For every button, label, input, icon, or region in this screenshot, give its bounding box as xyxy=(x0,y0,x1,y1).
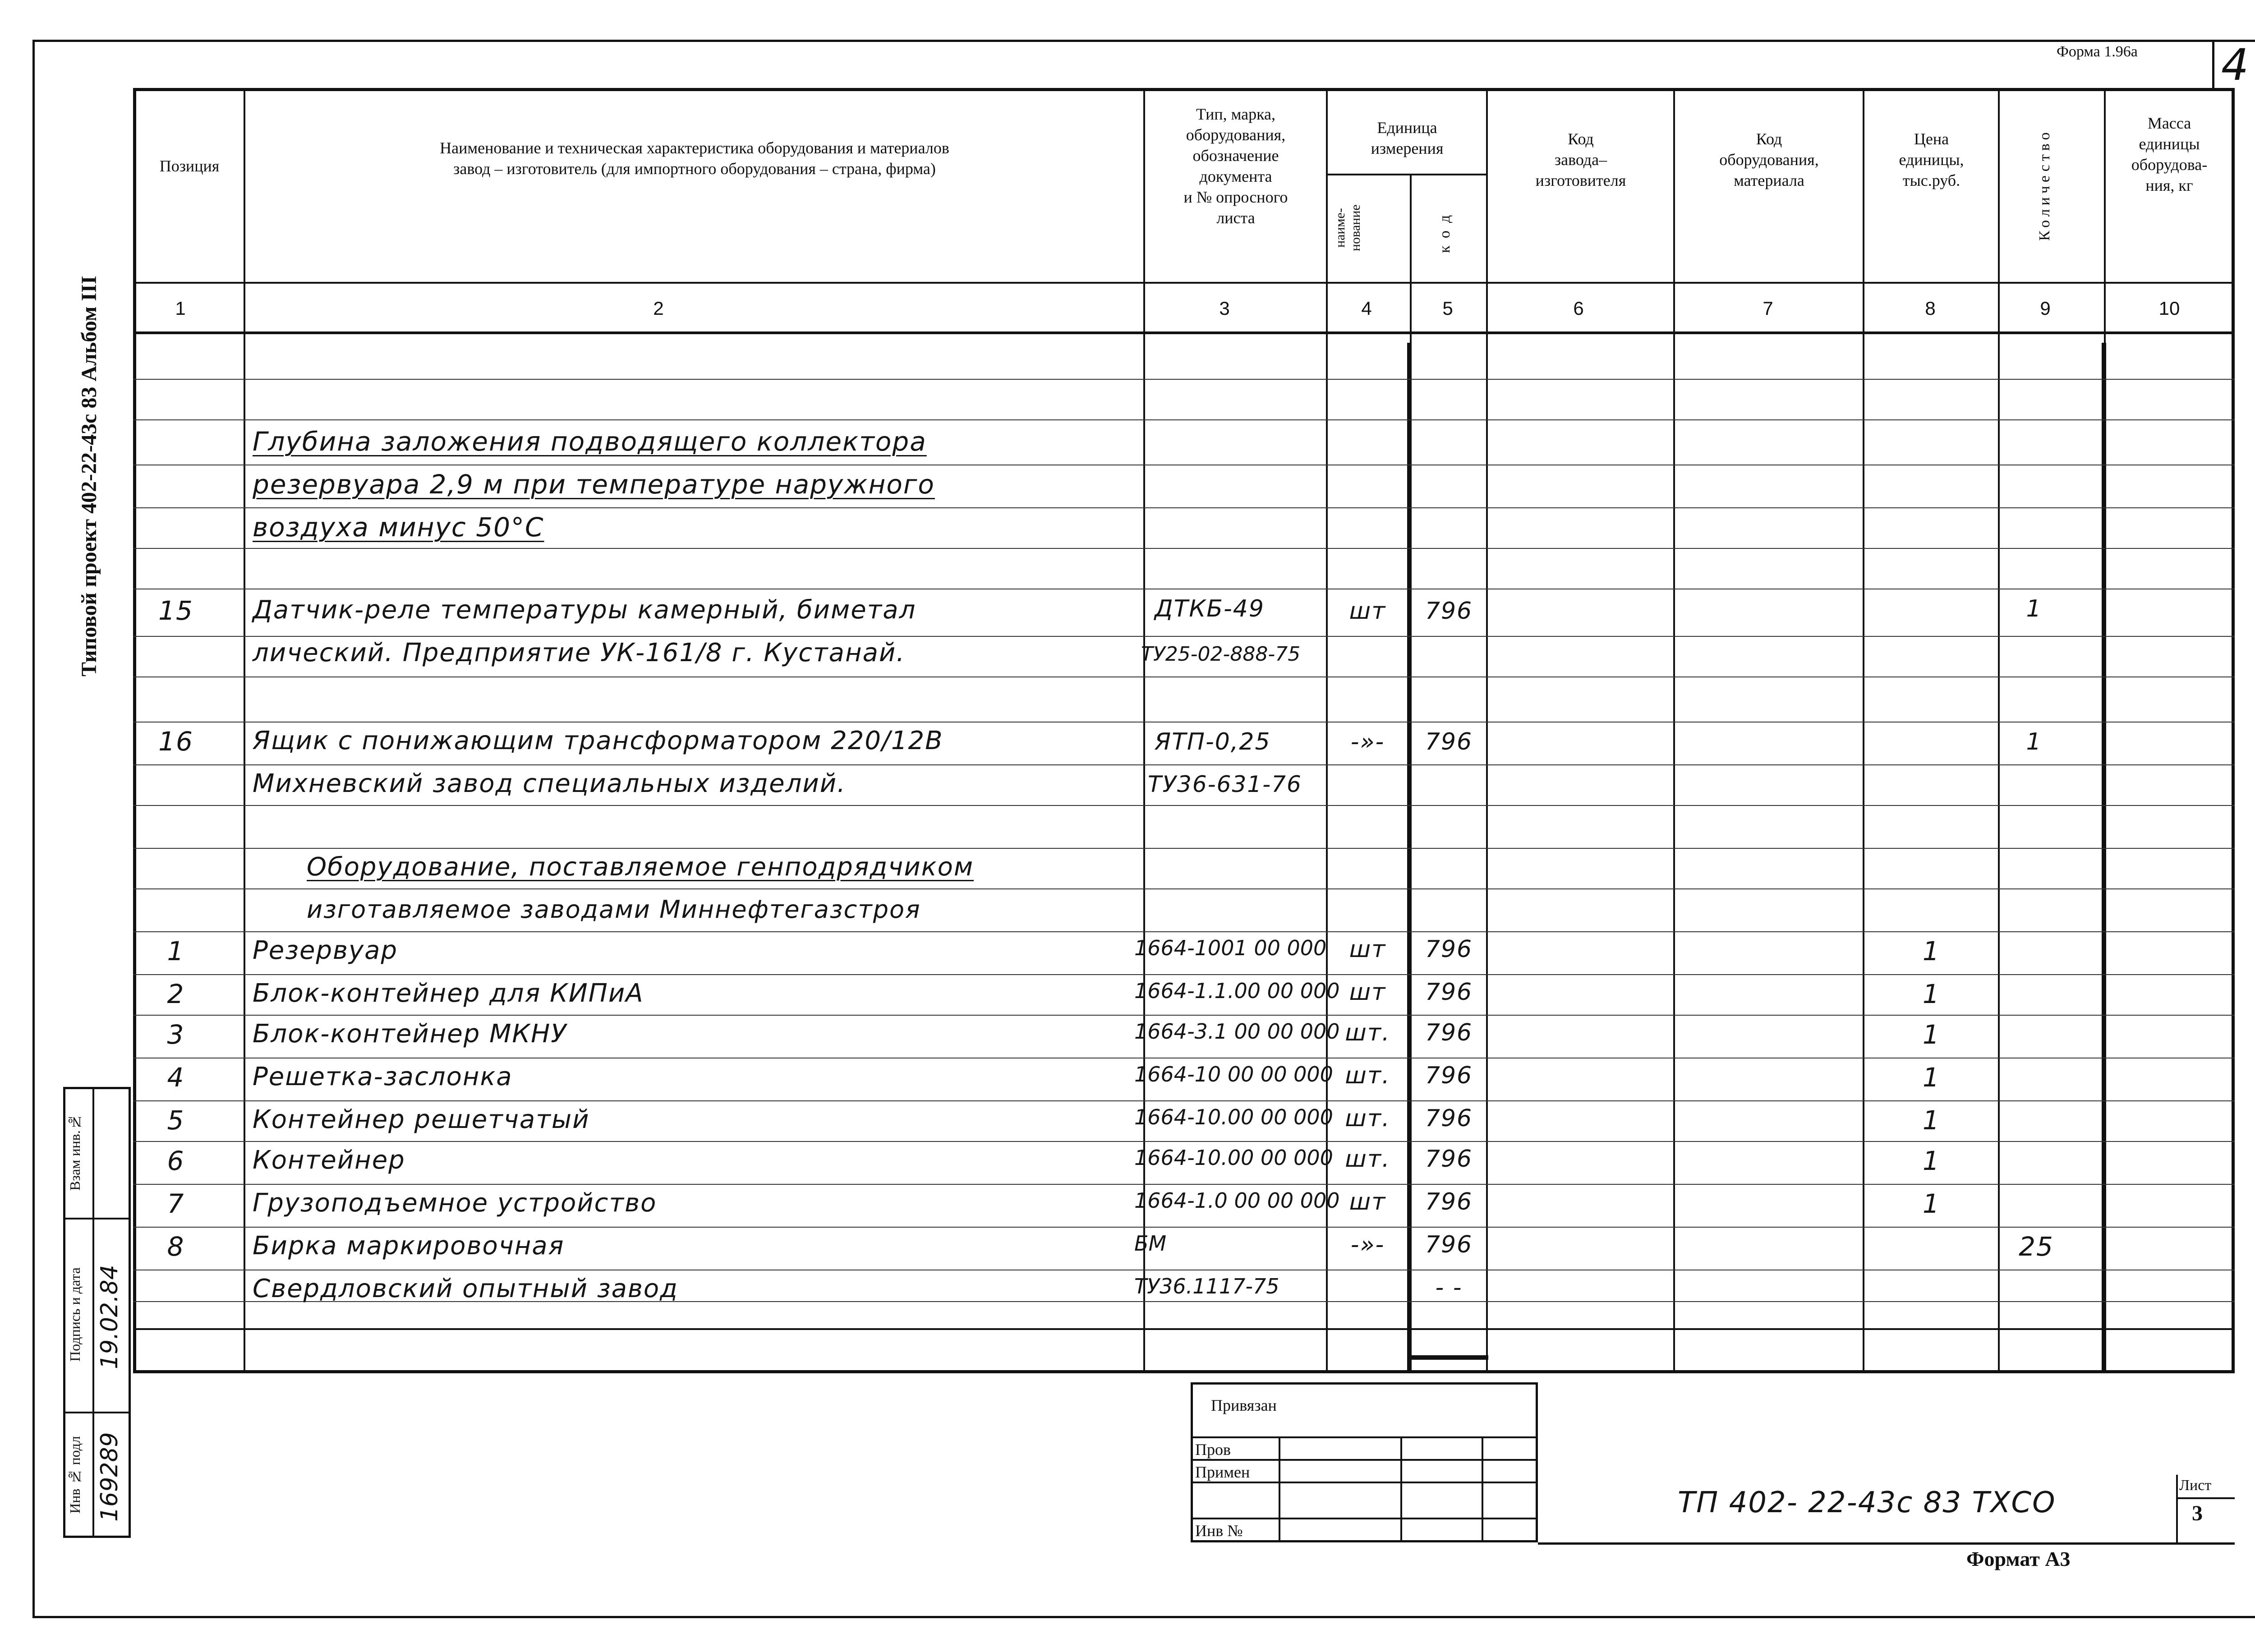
cell-name: Контейнер xyxy=(253,1146,405,1175)
cell-pos: 3 xyxy=(167,1019,185,1050)
cell-unit: шт xyxy=(1349,936,1386,963)
inv-podl-label: Инв № подл xyxy=(67,1436,83,1514)
cell-pos: 1 xyxy=(167,936,185,966)
cell-type: 1664-1.0 00 00 000 xyxy=(1134,1188,1340,1213)
col-45-header: Единица измерения xyxy=(1371,119,1444,157)
cell-name: Бирка маркировочная xyxy=(253,1231,565,1261)
section-title: Оборудование, поставляемое генподрядчиком xyxy=(307,852,974,882)
cell-name: Резервуар xyxy=(253,936,398,965)
cell-price: 1 xyxy=(1923,1019,1940,1050)
cell-code: 796 xyxy=(1425,1231,1473,1258)
cell-name: Блок-контейнер МКНУ xyxy=(253,1019,567,1049)
side-title: Типовой проект 402-22-43с 83 Альбом III xyxy=(77,276,101,676)
list-number: 3 xyxy=(2192,1501,2203,1525)
col-1-header: Позиция xyxy=(159,157,220,175)
col-4-header: наиме- нование xyxy=(1333,204,1363,251)
inv-podl-value: 169289 xyxy=(96,1432,123,1522)
cell-unit: шт. xyxy=(1345,1019,1390,1046)
forma-label: Форма 1.96а xyxy=(2057,43,2138,60)
col-10-header: Масса единицы оборудова- ния, кг xyxy=(2131,114,2208,194)
cell-unit: шт xyxy=(1349,1188,1386,1215)
cell-type: 1664-10.00 00 000 xyxy=(1134,1105,1333,1129)
cell-code: 796 xyxy=(1425,1146,1473,1173)
cell-pos: 6 xyxy=(167,1146,185,1176)
cell-pos: 4 xyxy=(167,1062,185,1093)
prov-label: Пров xyxy=(1195,1440,1231,1459)
inv-label: Инв № xyxy=(1195,1522,1243,1540)
cell-code: - - xyxy=(1435,1274,1463,1301)
primen-label: Примен xyxy=(1195,1463,1250,1481)
cell-type: 1664-10.00 00 000 xyxy=(1134,1146,1333,1170)
col-5-header: код xyxy=(1436,207,1453,253)
list-label: Лист xyxy=(2179,1477,2212,1494)
col-7-header: Код оборудования, материала xyxy=(1719,130,1819,189)
cell-name: Грузоподъемное устройство xyxy=(253,1188,657,1218)
cell-pos: 8 xyxy=(167,1231,185,1262)
cell-name: Блок-контейнер для КИПиА xyxy=(253,979,644,1008)
cell-pos: 5 xyxy=(167,1105,185,1136)
format-label: Формат А3 xyxy=(1966,1547,2071,1570)
podp-data-label: Подпись и дата xyxy=(67,1267,83,1362)
cell-unit: шт. xyxy=(1345,1105,1390,1132)
cell-pos: 7 xyxy=(167,1188,185,1219)
cell-type: ТУ36.1117-75 xyxy=(1134,1274,1279,1298)
cell-pos: 2 xyxy=(167,979,185,1009)
note-line-2: резервуара 2,9 м при температуре наружного xyxy=(253,469,935,500)
cell-price: 1 xyxy=(1923,1105,1940,1136)
note-line-3: воздуха минус 50°С xyxy=(253,512,544,543)
cell-unit: -»- xyxy=(1350,1231,1385,1258)
cell-price: 1 xyxy=(1923,1188,1940,1219)
section-subtitle: изготавляемое заводами Миннефтегазстроя xyxy=(307,895,921,924)
doc-code: ТП 402- 22-43с 83 ТХСО xyxy=(1678,1486,2056,1519)
cell-price: 1 xyxy=(1923,1146,1940,1176)
cell-code: 796 xyxy=(1425,1062,1473,1089)
cell-unit: шт xyxy=(1349,979,1386,1006)
col-3-header: Тип, марка, оборудования, обозначение документа и № опросного листа xyxy=(1183,105,1288,227)
cell-price: 1 xyxy=(1923,979,1940,1009)
cell-price: 1 xyxy=(1923,1062,1940,1093)
page-number-text: 4 xyxy=(2221,40,2249,90)
cell-type: 1664-1001 00 000 xyxy=(1134,936,1327,960)
cell-price: 1 xyxy=(1923,936,1940,966)
cell-qty: 25 xyxy=(2019,1231,2054,1262)
cell-code: 796 xyxy=(1425,979,1473,1006)
cell-type: 1664-10 00 00 000 xyxy=(1134,1062,1333,1086)
cell-code: 796 xyxy=(1425,936,1473,963)
sign-value: 19.02.84 xyxy=(96,1265,123,1369)
cell-code: 796 xyxy=(1425,1019,1473,1046)
col-8-header: Цена единицы, тыс.руб. xyxy=(1899,130,1964,189)
cell-type: 1664-1.1.00 00 000 xyxy=(1134,979,1340,1003)
cell-code: 796 xyxy=(1425,1188,1473,1215)
cell-name: Решетка-заслонка xyxy=(253,1062,513,1091)
privyazan-label: Привязан xyxy=(1211,1396,1277,1414)
cell-name: Свердловский опытный завод xyxy=(253,1274,678,1303)
vzam-inv-label: Взам инв.№ xyxy=(67,1114,83,1191)
note-line-1: Глубина заложения подводящего коллектора xyxy=(253,426,927,457)
cell-type: БМ xyxy=(1134,1231,1167,1256)
col-6-header: Код завода– изготовителя xyxy=(1535,130,1626,189)
cell-type: 1664-3.1 00 00 000 xyxy=(1134,1019,1340,1044)
cell-code: 796 xyxy=(1425,1105,1473,1132)
cell-name: Контейнер решетчатый xyxy=(253,1105,590,1134)
cell-unit: шт. xyxy=(1345,1062,1390,1089)
col-9-header: Количество xyxy=(2036,129,2053,241)
col-2-header: Наименование и техническая характеристика оборудования и материалов завод – изготовитель (для импортного оборудования – страна, фирма) xyxy=(440,139,949,178)
cell-unit: шт. xyxy=(1345,1146,1390,1173)
